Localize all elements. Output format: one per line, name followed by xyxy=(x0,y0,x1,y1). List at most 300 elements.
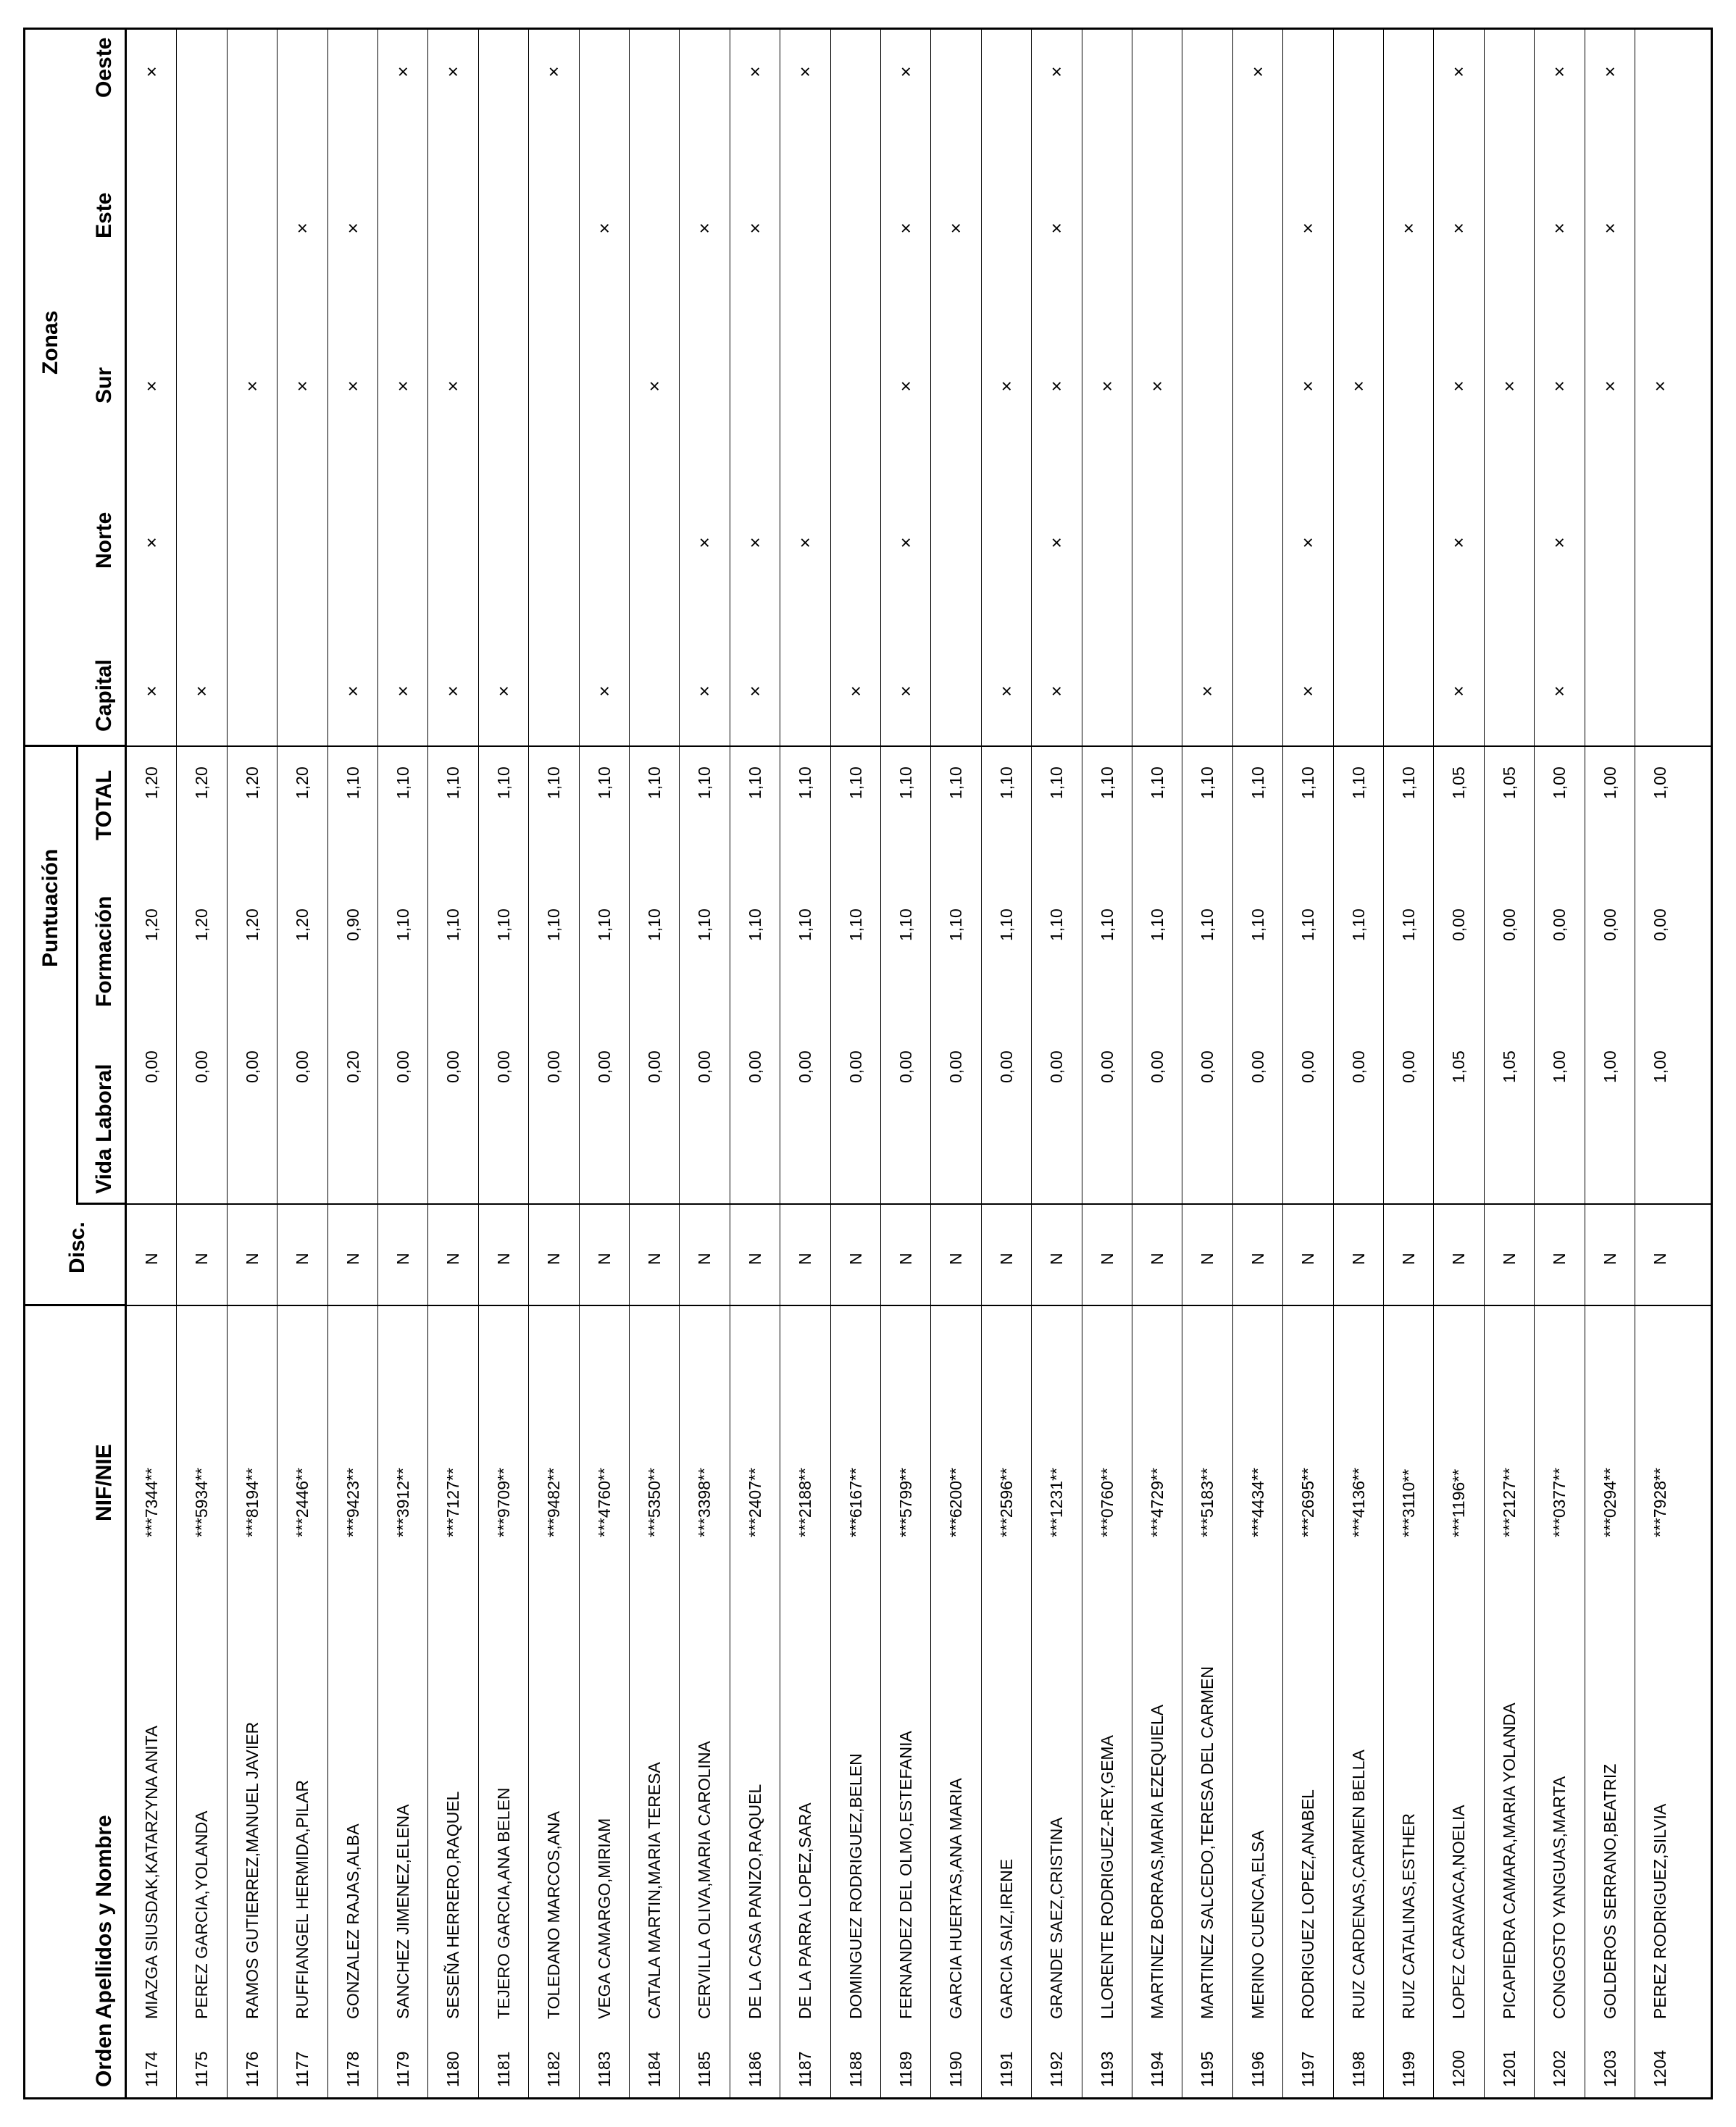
cell-este xyxy=(177,214,226,243)
cell-formacion: 1,10 xyxy=(443,908,463,941)
cell-nif: ***2188** xyxy=(796,1468,815,1537)
cell-nif: ***3398** xyxy=(695,1468,714,1537)
cell-sur: × xyxy=(643,380,665,392)
cell-vida-laboral: 0,00 xyxy=(1047,1050,1067,1083)
cell-oeste: × xyxy=(141,66,162,78)
cell-capital: × xyxy=(141,685,162,697)
cell-sur: × xyxy=(442,380,464,392)
cell-capital xyxy=(1233,677,1282,706)
cell-vida-laboral: 0,00 xyxy=(1348,1050,1368,1083)
cell-este: × xyxy=(693,222,716,234)
cell-norte xyxy=(277,528,327,557)
cell-nif: ***2596** xyxy=(996,1468,1016,1537)
cell-orden: 1196 xyxy=(1248,2051,1267,2087)
cell-nif: ***6200** xyxy=(946,1468,966,1537)
cell-oeste xyxy=(228,57,277,86)
cell-capital xyxy=(1132,677,1182,706)
cell-formacion: 1,10 xyxy=(393,908,412,941)
header-nombre: Apellidos y Nombre xyxy=(92,1815,116,2019)
cell-orden: 1179 xyxy=(393,2051,412,2087)
cell-orden: 1202 xyxy=(1550,2049,1569,2087)
cell-este xyxy=(1334,214,1383,243)
cell-sur: × xyxy=(1598,380,1621,392)
cell-formacion: 1,10 xyxy=(1298,908,1318,941)
table-header xyxy=(25,30,127,2097)
table-row xyxy=(931,30,981,2097)
cell-sur xyxy=(1182,372,1232,401)
header-disc: Disc. xyxy=(65,1221,89,1274)
table-row xyxy=(277,30,327,2097)
cell-oeste: × xyxy=(1246,66,1269,78)
cell-disc: N xyxy=(1348,1253,1368,1265)
table-row xyxy=(228,30,277,2097)
cell-orden: 1197 xyxy=(1298,2051,1318,2087)
cell-norte xyxy=(328,528,377,557)
cell-este xyxy=(982,214,1031,243)
cell-este xyxy=(1132,214,1182,243)
cell-nif: ***2695** xyxy=(1298,1468,1318,1537)
cell-orden: 1194 xyxy=(1148,2051,1167,2087)
cell-norte xyxy=(1233,528,1282,557)
cell-oeste: × xyxy=(1046,66,1068,78)
cell-sur xyxy=(680,372,729,401)
cell-oeste xyxy=(479,57,528,86)
cell-disc: N xyxy=(946,1253,966,1265)
cell-este xyxy=(630,214,679,243)
cell-norte xyxy=(1635,528,1685,557)
cell-disc: N xyxy=(594,1253,614,1265)
divider-puntuacion-under xyxy=(76,747,78,1205)
header-total: TOTAL xyxy=(92,769,116,840)
cell-este: × xyxy=(341,222,364,234)
cell-orden: 1177 xyxy=(293,2051,312,2087)
cell-total: 1,10 xyxy=(493,766,513,799)
cell-norte xyxy=(428,528,477,557)
cell-este xyxy=(1082,214,1132,243)
cell-norte: × xyxy=(794,537,817,548)
cell-este: × xyxy=(945,222,967,234)
cell-disc: N xyxy=(242,1253,262,1265)
cell-capital xyxy=(1635,677,1685,706)
cell-nombre: TOLEDANO MARCOS,ANA xyxy=(544,1810,564,2019)
cell-nif: ***0377** xyxy=(1550,1468,1569,1537)
cell-sur: × xyxy=(1146,380,1168,392)
cell-total: 1,10 xyxy=(1298,766,1318,799)
cell-norte: × xyxy=(1046,537,1068,548)
cell-vida-laboral: 1,05 xyxy=(1499,1050,1519,1083)
cell-oeste xyxy=(982,57,1031,86)
cell-norte xyxy=(1182,528,1232,557)
cell-nombre: RUIZ CARDENAS,CARMEN BELLA xyxy=(1348,1750,1368,2019)
cell-capital xyxy=(931,677,980,706)
cell-disc: N xyxy=(544,1253,564,1265)
cell-oeste xyxy=(580,57,629,86)
cell-disc: N xyxy=(645,1253,664,1265)
cell-oeste xyxy=(328,57,377,86)
cell-nombre: TEJERO GARCIA,ANA BELEN xyxy=(493,1787,513,2019)
cell-disc: N xyxy=(393,1253,412,1265)
cell-orden: 1195 xyxy=(1198,2051,1217,2087)
cell-total: 1,05 xyxy=(1449,766,1469,799)
cell-disc: N xyxy=(1047,1253,1067,1265)
cell-orden: 1174 xyxy=(142,2051,161,2087)
table-row xyxy=(378,30,428,2097)
cell-norte xyxy=(931,528,980,557)
cell-sur: × xyxy=(1347,380,1369,392)
cell-orden: 1204 xyxy=(1651,2049,1669,2087)
cell-sur: × xyxy=(995,380,1017,392)
cell-capital: × xyxy=(1196,685,1219,697)
cell-total: 1,10 xyxy=(393,766,412,799)
cell-oeste: × xyxy=(392,66,414,78)
cell-este xyxy=(780,214,830,243)
cell-vida-laboral: 0,00 xyxy=(796,1050,815,1083)
cell-total: 1,10 xyxy=(996,766,1016,799)
cell-vida-laboral: 0,00 xyxy=(1198,1050,1217,1083)
cell-formacion: 1,10 xyxy=(1399,908,1418,941)
cell-orden: 1186 xyxy=(745,2051,764,2087)
table-row xyxy=(780,30,830,2097)
cell-nombre: DE LA PARRA LOPEZ,SARA xyxy=(796,1802,815,2019)
cell-capital: × xyxy=(844,685,867,697)
cell-norte xyxy=(1334,528,1383,557)
cell-nif: ***1231** xyxy=(1047,1468,1067,1537)
cell-vida-laboral: 0,00 xyxy=(1399,1050,1418,1083)
cell-disc: N xyxy=(1449,1253,1469,1265)
cell-formacion: 1,10 xyxy=(846,908,865,941)
cell-norte xyxy=(580,528,629,557)
cell-este xyxy=(831,214,880,243)
cell-formacion: 1,10 xyxy=(645,908,664,941)
table-row xyxy=(1032,30,1082,2097)
cell-sur xyxy=(479,372,528,401)
cell-formacion: 1,20 xyxy=(142,908,161,941)
cell-nif: ***2446** xyxy=(293,1468,312,1537)
cell-vida-laboral: 0,00 xyxy=(695,1050,714,1083)
cell-capital: × xyxy=(1548,685,1571,697)
cell-formacion: 1,10 xyxy=(796,908,815,941)
cell-sur xyxy=(177,372,226,401)
cell-capital: × xyxy=(895,685,917,697)
table-row xyxy=(1635,30,1685,2097)
cell-sur xyxy=(831,372,880,401)
cell-norte xyxy=(1585,528,1635,557)
cell-nombre: CERVILLA OLIVA,MARIA CAROLINA xyxy=(695,1741,714,2019)
cell-total: 1,10 xyxy=(1047,766,1067,799)
cell-este xyxy=(127,214,176,243)
cell-disc: N xyxy=(1298,1253,1318,1265)
cell-orden: 1201 xyxy=(1499,2049,1519,2087)
cell-capital: × xyxy=(392,685,414,697)
cell-nombre: RODRIGUEZ LOPEZ,ANABEL xyxy=(1298,1789,1318,2019)
cell-formacion: 0,00 xyxy=(1600,908,1619,941)
cell-nombre: DE LA CASA PANIZO,RAQUEL xyxy=(745,1784,764,2019)
cell-sur xyxy=(1384,372,1433,401)
cell-capital: × xyxy=(995,685,1017,697)
cell-total: 1,10 xyxy=(846,766,865,799)
cell-total: 1,20 xyxy=(293,766,312,799)
cell-total: 1,20 xyxy=(142,766,161,799)
cell-capital: × xyxy=(492,685,514,697)
cell-disc: N xyxy=(695,1253,714,1265)
cell-sur: × xyxy=(392,380,414,392)
cell-total: 1,10 xyxy=(1248,766,1267,799)
cell-formacion: 1,10 xyxy=(1198,908,1217,941)
cell-este: × xyxy=(895,222,917,234)
cell-vida-laboral: 0,00 xyxy=(1148,1050,1167,1083)
cell-nif: ***4434** xyxy=(1248,1468,1267,1537)
cell-capital xyxy=(780,677,830,706)
cell-total: 1,20 xyxy=(242,766,262,799)
table-row xyxy=(1283,30,1333,2097)
cell-sur xyxy=(529,372,578,401)
cell-norte xyxy=(228,528,277,557)
table-row xyxy=(680,30,730,2097)
cell-oeste xyxy=(1485,57,1534,86)
cell-total: 1,10 xyxy=(695,766,714,799)
cell-total: 1,10 xyxy=(896,766,915,799)
cell-vida-laboral: 0,00 xyxy=(996,1050,1016,1083)
table-row xyxy=(1233,30,1283,2097)
cell-sur: × xyxy=(1498,380,1520,392)
cell-este xyxy=(1485,214,1534,243)
cell-nombre: GRANDE SAEZ,CRISTINA xyxy=(1047,1817,1067,2019)
header-orden: Orden xyxy=(92,2023,116,2087)
cell-total: 1,05 xyxy=(1499,766,1519,799)
table-row xyxy=(1434,30,1484,2097)
header-este: Este xyxy=(92,192,116,238)
cell-nif: ***7344** xyxy=(142,1468,161,1537)
cell-formacion: 1,10 xyxy=(493,908,513,941)
cell-norte: × xyxy=(743,537,766,548)
cell-nombre: PICAPIEDRA CAMARA,MARIA YOLANDA xyxy=(1499,1702,1519,2019)
cell-formacion: 0,00 xyxy=(1499,908,1519,941)
cell-capital xyxy=(529,677,578,706)
cell-capital: × xyxy=(1448,685,1470,697)
cell-vida-laboral: 0,00 xyxy=(242,1050,262,1083)
cell-disc: N xyxy=(142,1253,161,1265)
cell-norte: × xyxy=(141,537,162,548)
cell-capital: × xyxy=(1046,685,1068,697)
cell-sur: × xyxy=(1448,380,1470,392)
cell-total: 1,10 xyxy=(1198,766,1217,799)
cell-orden: 1200 xyxy=(1449,2049,1469,2087)
cell-nombre: MERINO CUENCA,ELSA xyxy=(1248,1830,1267,2019)
table-row xyxy=(328,30,378,2097)
cell-nombre: VEGA CAMARGO,MIRIAM xyxy=(594,1818,614,2019)
cell-nombre: RUIZ CATALINAS,ESTHER xyxy=(1399,1813,1418,2019)
cell-formacion: 1,10 xyxy=(1148,908,1167,941)
cell-formacion: 1,10 xyxy=(1248,908,1267,941)
table-row xyxy=(428,30,478,2097)
cell-oeste xyxy=(931,57,980,86)
header-formacion: Formación xyxy=(92,895,116,1007)
cell-oeste xyxy=(1635,57,1685,86)
cell-norte: × xyxy=(1448,537,1470,548)
cell-este xyxy=(479,214,528,243)
cell-formacion: 1,10 xyxy=(1097,908,1117,941)
table-row xyxy=(1485,30,1535,2097)
cell-nif: ***2127** xyxy=(1499,1468,1519,1537)
cell-orden: 1188 xyxy=(846,2051,865,2087)
divider-puntuacion-sub xyxy=(76,1203,127,1205)
cell-sur xyxy=(580,372,629,401)
cell-orden: 1192 xyxy=(1047,2051,1067,2087)
cell-nombre: SESEÑA HERRERO,RAQUEL xyxy=(443,1791,463,2019)
cell-vida-laboral: 0,00 xyxy=(1097,1050,1117,1083)
cell-total: 1,00 xyxy=(1600,766,1619,799)
cell-vida-laboral: 0,00 xyxy=(443,1050,463,1083)
cell-este: × xyxy=(1046,222,1068,234)
cell-oeste: × xyxy=(895,66,917,78)
cell-este xyxy=(1635,214,1685,243)
cell-disc: N xyxy=(1148,1253,1167,1265)
cell-nombre: GONZALEZ RAJAS,ALBA xyxy=(343,1823,362,2019)
cell-orden: 1182 xyxy=(544,2051,564,2087)
cell-disc: N xyxy=(896,1253,915,1265)
cell-norte xyxy=(378,528,427,557)
cell-total: 1,20 xyxy=(192,766,212,799)
cell-nombre: DOMINGUEZ RODRIGUEZ,BELEN xyxy=(846,1753,865,2019)
table-row xyxy=(580,30,630,2097)
cell-vida-laboral: 0,00 xyxy=(192,1050,212,1083)
cell-oeste xyxy=(1182,57,1232,86)
table-row xyxy=(529,30,579,2097)
cell-sur: × xyxy=(1046,380,1068,392)
cell-oeste xyxy=(1132,57,1182,86)
cell-formacion: 1,20 xyxy=(293,908,312,941)
cell-disc: N xyxy=(1499,1253,1519,1265)
cell-este: × xyxy=(1548,222,1571,234)
cell-disc: N xyxy=(1248,1253,1267,1265)
cell-norte xyxy=(1132,528,1182,557)
cell-total: 1,00 xyxy=(1550,766,1569,799)
cell-nombre: RUFFIANGEL HERMIDA,PILAR xyxy=(293,1779,312,2019)
cell-disc: N xyxy=(1097,1253,1117,1265)
cell-norte xyxy=(630,528,679,557)
cell-nombre: GOLDEROS SERRANO,BEATRIZ xyxy=(1600,1763,1619,2019)
cell-total: 1,10 xyxy=(594,766,614,799)
header-vida-laboral: Vida Laboral xyxy=(92,1064,116,1194)
cell-nif: ***5934** xyxy=(192,1468,212,1537)
table-row xyxy=(177,30,227,2097)
header-puntuacion: Puntuación xyxy=(38,848,62,967)
cell-oeste xyxy=(1334,57,1383,86)
cell-este: × xyxy=(743,222,766,234)
cell-nif: ***6167** xyxy=(846,1468,865,1537)
cell-formacion: 0,00 xyxy=(1550,908,1569,941)
cell-total: 1,10 xyxy=(946,766,966,799)
cell-disc: N xyxy=(343,1253,362,1265)
cell-oeste: × xyxy=(442,66,464,78)
cell-capital xyxy=(1334,677,1383,706)
cell-disc: N xyxy=(293,1253,312,1265)
cell-sur: × xyxy=(1096,380,1118,392)
cell-formacion: 0,00 xyxy=(1449,908,1469,941)
cell-nif: ***4729** xyxy=(1148,1468,1167,1537)
cell-disc: N xyxy=(443,1253,463,1265)
header-norte: Norte xyxy=(92,511,116,569)
cell-oeste xyxy=(1384,57,1433,86)
header-nif: NIF/NIE xyxy=(92,1444,116,1521)
cell-sur: × xyxy=(291,380,314,392)
cell-vida-laboral: 1,05 xyxy=(1449,1050,1469,1083)
cell-nif: ***9423** xyxy=(343,1468,362,1537)
cell-sur xyxy=(730,372,780,401)
cell-total: 1,00 xyxy=(1651,766,1669,799)
cell-nombre: RAMOS GUTIERREZ,MANUEL JAVIER xyxy=(242,1721,262,2019)
cell-oeste xyxy=(277,57,327,86)
table-row xyxy=(730,30,780,2097)
cell-nombre: GARCIA HUERTAS,ANA MARIA xyxy=(946,1778,966,2019)
table-row xyxy=(1132,30,1182,2097)
cell-oeste: × xyxy=(794,66,817,78)
cell-disc: N xyxy=(1651,1253,1669,1265)
table-row xyxy=(831,30,881,2097)
cell-este xyxy=(428,214,477,243)
cell-norte xyxy=(177,528,226,557)
cell-nif: ***9482** xyxy=(544,1468,564,1537)
cell-capital: × xyxy=(191,685,213,697)
cell-nombre: MIAZGA SIUSDAK,KATARZYNA ANITA xyxy=(142,1725,161,2019)
cell-capital xyxy=(1585,677,1635,706)
cell-este xyxy=(228,214,277,243)
cell-disc: N xyxy=(846,1253,865,1265)
cell-nombre: GARCIA SAIZ,IRENE xyxy=(996,1858,1016,2019)
cell-vida-laboral: 0,00 xyxy=(946,1050,966,1083)
cell-este xyxy=(1233,214,1282,243)
cell-orden: 1183 xyxy=(594,2051,614,2087)
table-row xyxy=(1182,30,1232,2097)
cell-formacion: 1,10 xyxy=(996,908,1016,941)
cell-oeste: × xyxy=(1598,66,1621,78)
cell-sur: × xyxy=(1548,380,1571,392)
cell-total: 1,10 xyxy=(544,766,564,799)
cell-disc: N xyxy=(1198,1253,1217,1265)
cell-sur: × xyxy=(1649,380,1671,392)
cell-oeste: × xyxy=(1548,66,1571,78)
cell-vida-laboral: 1,00 xyxy=(1550,1050,1569,1083)
cell-capital: × xyxy=(743,685,766,697)
cell-total: 1,10 xyxy=(343,766,362,799)
cell-nombre: SANCHEZ JIMENEZ,ELENA xyxy=(393,1804,412,2019)
cell-nif: ***5350** xyxy=(645,1468,664,1537)
cell-orden: 1175 xyxy=(192,2051,212,2087)
cell-vida-laboral: 0,00 xyxy=(1248,1050,1267,1083)
cell-vida-laboral: 0,00 xyxy=(493,1050,513,1083)
cell-orden: 1193 xyxy=(1097,2051,1117,2087)
cell-nif: ***3912** xyxy=(393,1468,412,1537)
cell-disc: N xyxy=(1399,1253,1418,1265)
cell-este: × xyxy=(593,222,615,234)
table-row xyxy=(982,30,1032,2097)
cell-formacion: 0,90 xyxy=(343,908,362,941)
cell-total: 1,10 xyxy=(796,766,815,799)
cell-orden: 1199 xyxy=(1399,2051,1418,2087)
cell-oeste: × xyxy=(543,66,565,78)
cell-nif: ***8194** xyxy=(242,1468,262,1537)
cell-este: × xyxy=(1398,222,1419,234)
cell-norte xyxy=(831,528,880,557)
cell-capital xyxy=(277,677,327,706)
cell-nombre: PEREZ RODRIGUEZ,SILVIA xyxy=(1651,1803,1669,2019)
cell-nif: ***0294** xyxy=(1600,1468,1619,1537)
cell-formacion: 1,10 xyxy=(745,908,764,941)
cell-vida-laboral: 1,00 xyxy=(1600,1050,1619,1083)
table-row xyxy=(1384,30,1434,2097)
table-row xyxy=(881,30,931,2097)
cell-capital xyxy=(1082,677,1132,706)
